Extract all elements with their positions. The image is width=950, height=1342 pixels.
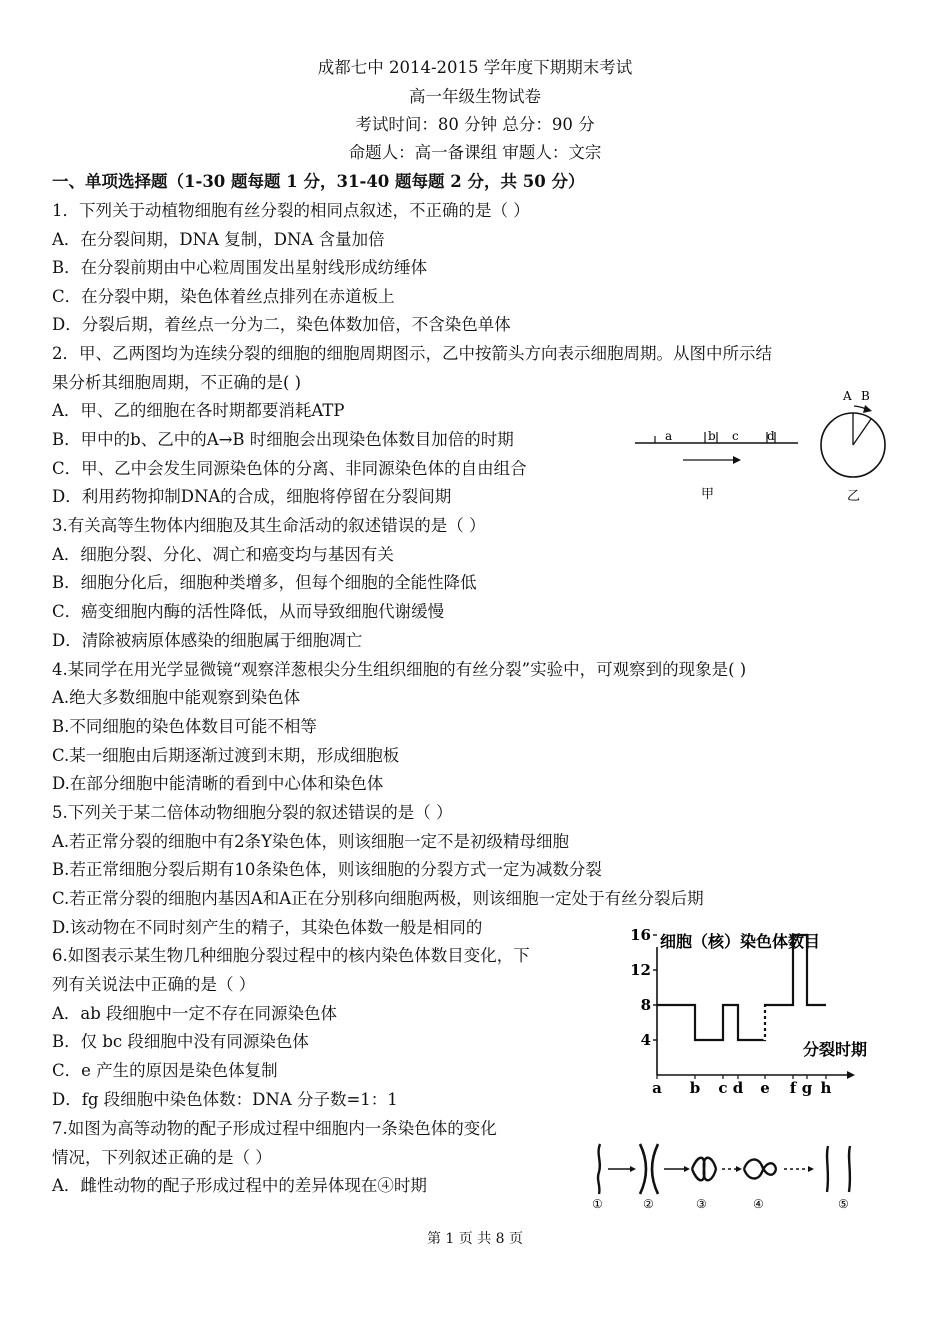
q5-option-d: D.该动物在不同时刻产生的精子，其染色体数一般是相同的 [52, 918, 483, 937]
q4-option-c: C.某一细胞由后期逐渐过渡到末期，形成细胞板 [52, 746, 400, 765]
q5-stem: 5.下列关于某二倍体动物细胞分裂的叙述错误的是（ ） [52, 803, 453, 822]
x-tick-label: h [820, 1079, 832, 1097]
q4-option-d: D.在部分细胞中能清晰的看到中心体和染色体 [52, 774, 384, 793]
fig7-label-5: ⑤ [838, 1197, 849, 1211]
fig-label-c: c [732, 429, 739, 443]
q1-option-c: C．在分裂中期，染色体着丝点排列在赤道板上 [52, 287, 395, 306]
chart-xlabel: 分裂时期 [803, 1040, 868, 1059]
fig-label-d: d [767, 429, 775, 443]
x-tick-label: c [718, 1079, 728, 1097]
fig7-label-3: ③ [696, 1197, 707, 1211]
x-tick-label: f [789, 1079, 797, 1097]
fig7-label-4: ④ [753, 1197, 764, 1211]
q4-option-a: A.绝大多数细胞中能观察到染色体 [52, 688, 301, 707]
fig-label-B: B [861, 389, 870, 403]
q6-stem-line2: 列有关说法中正确的是（ ） [52, 975, 256, 994]
q3-option-c: C．癌变细胞内酶的活性降低，从而导致细胞代谢缓慢 [52, 602, 445, 621]
q1-stem: 1．下列关于动植物细胞有丝分裂的相同点叙述，不正确的是（ ） [52, 201, 530, 220]
x-tick-label: a [652, 1079, 662, 1097]
cell-cycle-figure [625, 380, 900, 510]
chromosome-change-figure [588, 1132, 870, 1214]
exam-subtitle: 高一年级生物试卷 [409, 87, 541, 106]
exam-authors: 命题人：高一备课组 审题人：文宗 [348, 143, 602, 162]
q1-option-b: B．在分裂前期由中心粒周围发出星射线形成纺缍体 [52, 258, 428, 277]
q7-stem-line2: 情况，下列叙述正确的是（ ） [52, 1148, 272, 1167]
chromosome-count-chart [630, 925, 900, 1097]
q3-option-a: A．细胞分裂、分化、凋亡和癌变均与基因有关 [52, 545, 394, 564]
q4-option-b: B.不同细胞的染色体数目可能不相等 [52, 717, 317, 736]
fig-label-a: a [665, 429, 673, 443]
y-tick-label: 4 [640, 1031, 651, 1049]
y-tick-label: 12 [630, 961, 651, 979]
fig7-label-2: ② [643, 1197, 654, 1211]
q7-option-a: A．雌性动物的配子形成过程中的差异体现在④时期 [52, 1176, 427, 1195]
q2-stem-line1: 2．甲、乙两图均为连续分裂的细胞的细胞周期图示，乙中按箭头方向表示细胞周期。从图中所示结 [52, 344, 772, 363]
q4-stem: 4.某同学在用光学显微镜“观察洋葱根尖分生组织细胞的有丝分裂”实验中，可观察到的现象是( ) [52, 660, 747, 679]
x-tick-label: g [801, 1079, 813, 1097]
chart-title: 细胞（核）染色体数目 [660, 932, 821, 951]
fig7-label-1: ① [592, 1197, 603, 1211]
fig-label-b: b [708, 429, 716, 443]
q5-option-b: B.若正常细胞分裂后期有10条染色体，则该细胞的分裂方式一定为减数分裂 [52, 860, 602, 879]
fig-label-jia: 甲 [701, 487, 715, 502]
q5-option-a: A.若正常分裂的细胞中有2条Y染色体，则该细胞一定不是初级精母细胞 [52, 832, 570, 851]
q5-option-c: C.若正常分裂的细胞内基因A和A正在分别移向细胞两极，则该细胞一定处于有丝分裂后期 [52, 889, 704, 908]
q2-option-c: C．甲、乙中会发生同源染色体的分离、非同源染色体的自由组合 [52, 459, 527, 478]
x-axis-arrow [847, 1071, 855, 1079]
q2-option-d: D．利用药物抑制DNA的合成，细胞将停留在分裂间期 [52, 487, 452, 506]
q2-option-a: A．甲、乙的细胞在各时期都要消耗ATP [52, 401, 345, 420]
q1-option-d: D．分裂后期，着丝点一分为二，染色体数加倍，不含染色单体 [52, 315, 511, 334]
q6-stem-line1: 6.如图表示某生物几种细胞分裂过程中的核内染色体数目变化，下 [52, 946, 530, 965]
q6-option-b: B．仅 bc 段细胞中没有同源染色体 [52, 1032, 309, 1051]
q2-option-b: B．甲中的b、乙中的A→B 时细胞会出现染色体数目加倍的时期 [52, 430, 514, 449]
q6-option-a: A．ab 段细胞中一定不存在同源染色体 [52, 1004, 338, 1023]
y-tick-label: 8 [640, 996, 651, 1014]
q1-option-a: A．在分裂间期，DNA 复制，DNA 含量加倍 [52, 230, 385, 249]
q3-stem: 3.有关高等生物体内细胞及其生命活动的叙述错误的是（ ） [52, 516, 486, 535]
x-tick-label: d [732, 1079, 744, 1097]
y-tick-label: 16 [630, 926, 651, 944]
q3-option-d: D．清除被病原体感染的细胞属于细胞凋亡 [52, 631, 363, 650]
x-tick-label: e [760, 1079, 770, 1097]
exam-title: 成都七中 2014-2015 学年度下期期末考试 [317, 58, 633, 77]
q3-option-b: B．细胞分化后，细胞种类增多，但每个细胞的全能性降低 [52, 573, 477, 592]
q2-stem-line2: 果分析其细胞周期，不正确的是( ) [52, 373, 302, 392]
q6-option-d: D．fg 段细胞中染色体数：DNA 分子数=1：1 [52, 1090, 398, 1109]
fig-label-yi: 乙 [847, 489, 861, 504]
fig-label-A: A [843, 389, 852, 403]
x-tick-label: b [689, 1079, 701, 1097]
page-footer: 第 1 页 共 8 页 [426, 1231, 524, 1247]
q7-stem-line1: 7.如图为高等动物的配子形成过程中细胞内一条染色体的变化 [52, 1119, 497, 1138]
exam-info: 考试时间：80 分钟 总分：90 分 [355, 115, 595, 134]
section-heading: 一、单项选择题（1-30 题每题 1 分，31-40 题每题 2 分，共 50 分） [52, 172, 585, 191]
q6-option-c: C．e 产生的原因是染色体复制 [52, 1061, 278, 1080]
